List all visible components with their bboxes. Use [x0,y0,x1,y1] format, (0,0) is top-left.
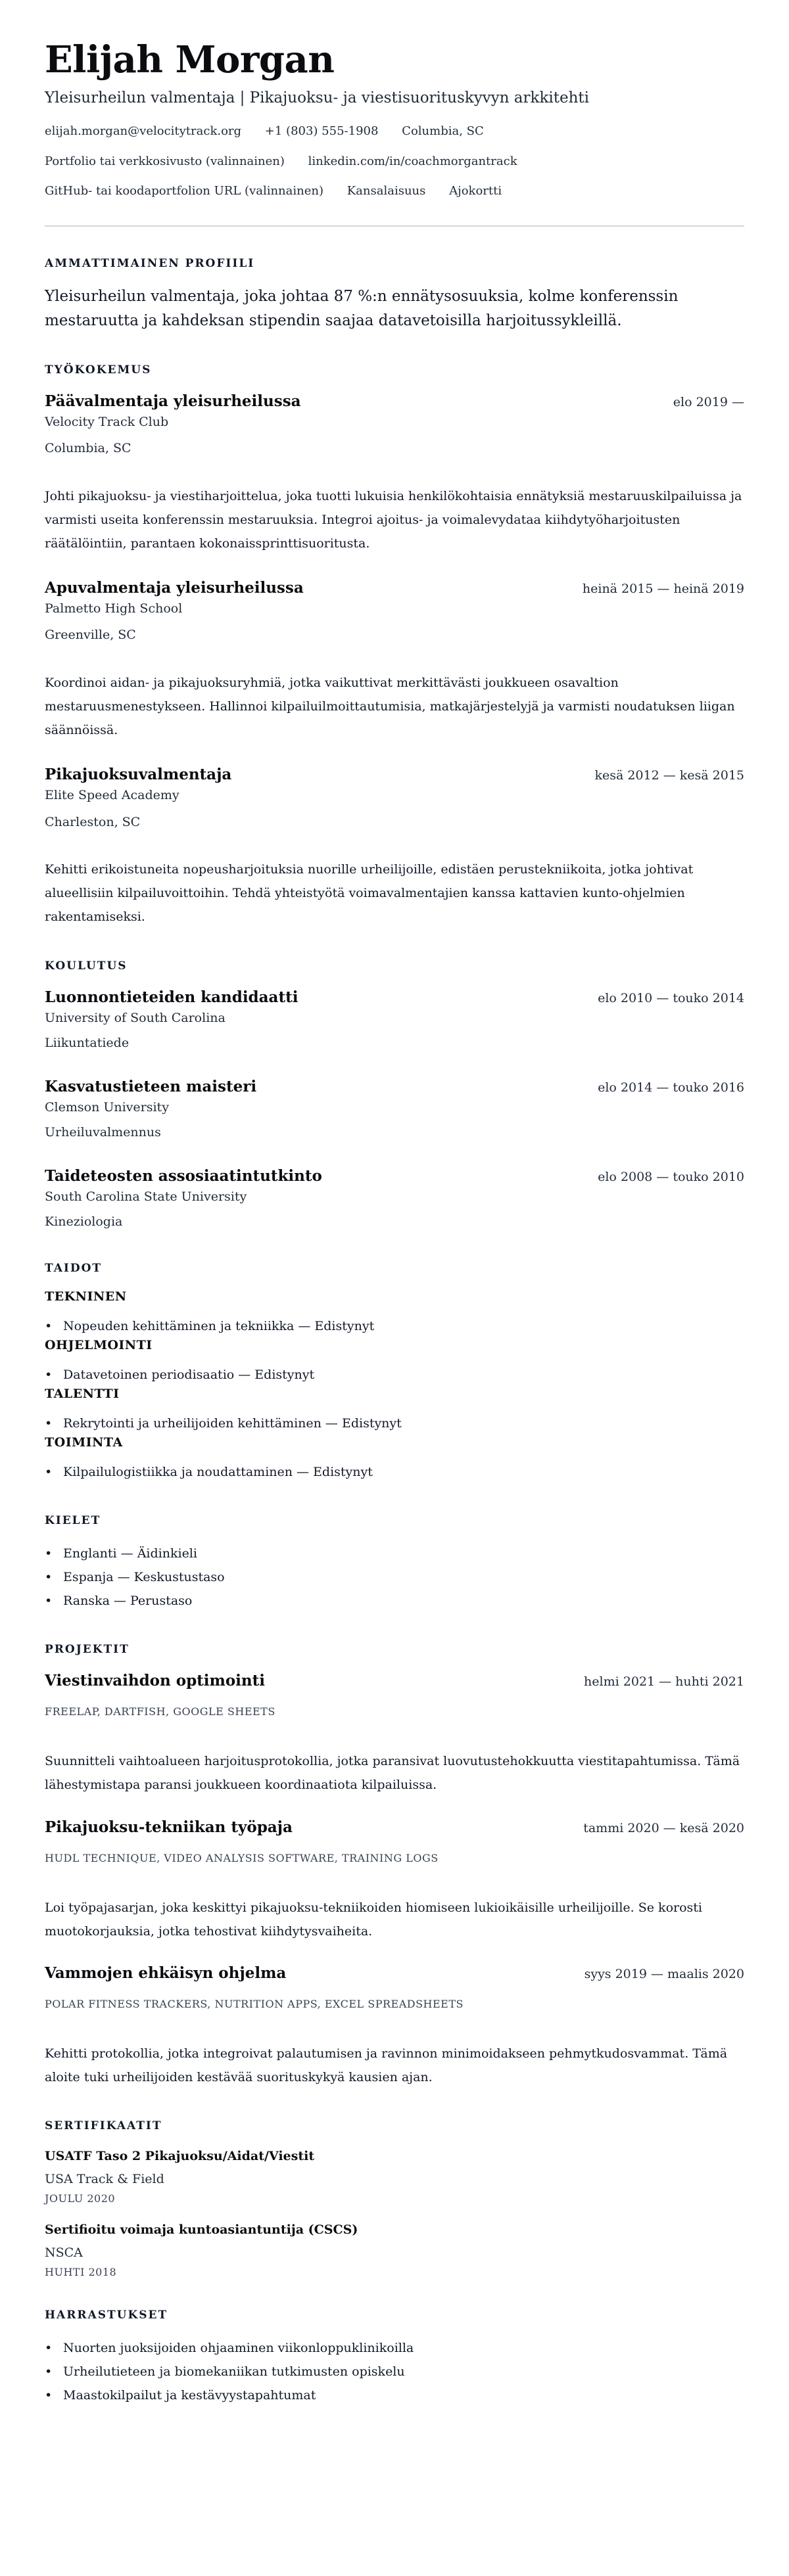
job-dates: heinä 2015 — heinä 2019 [582,581,744,596]
candidate-headline: Yleisurheilun valmentaja | Pikajuoksu- ja viestisuorituskyvyn arkkitehti [45,89,589,107]
section-title-projects: PROJEKTIT [45,1643,130,1657]
section-title-skills: TAIDOT [45,1261,103,1275]
project-entry [45,1817,744,1943]
contact-location: Columbia, SC [402,124,484,139]
skill-list [45,1412,744,1435]
skill-list [45,1460,744,1484]
job-employer: Velocity Track Club [45,414,169,429]
certification-title: USATF Taso 2 Pikajuoksu/Aidat/Viestit [45,2149,315,2164]
job-title: Pikajuoksuvalmentaja [45,766,232,784]
project-description: Kehitti protokollia, jotka integroivat palautumisen ja ravinnon minimoidakseen pehmytkudosvammat. Tämä aloite tuki urheilijoiden kestävää suorituskykyä kausien ajan. [45,2046,728,2084]
language-item: • Ranska — Perustaso [45,1589,744,1613]
job-employer: Elite Speed Academy [45,788,179,803]
section-title-interests: HARRASTUKSET [45,2309,168,2322]
project-title: Vammojen ehkäisyn ohjelma [45,1964,287,1982]
project-dates: helmi 2021 — huhti 2021 [584,1674,744,1690]
skills-section [45,1262,744,1484]
job-title: Apuvalmentaja yleisurheilussa [45,578,304,597]
school-name: University of South Carolina [45,1010,226,1025]
project-title: Viestinvaihdon optimointi [45,1672,266,1690]
project-description: Loi työpajasarjan, joka keskittyi pikajuoksu-tekniikoiden hiomiseen lukioikäisille urheilijoille. Se korosti muotokorjauksia, jotka tehostivat kiihdytysvaiheita. [45,1900,702,1939]
project-tech-stack: FREELAP, DARTFISH, GOOGLE SHEETS [45,1705,275,1718]
skill-list [45,1314,744,1338]
contact-row-primary [45,123,744,139]
languages-section [45,1514,744,1613]
skill-category-name: TOIMINTA [45,1435,123,1450]
degree-dates: elo 2008 — touko 2010 [598,1169,744,1184]
job-location: Charleston, SC [45,814,141,829]
field-of-study: Urheiluvalmennus [45,1125,161,1140]
contact-citizenship: Kansalaisuus [347,183,426,198]
section-title-experience: TYÖKOKEMUS [45,363,152,377]
job-description: Kehitti erikoistuneita nopeusharjoituksia nuorille urheilijoille, edistäen perustekniikoita, jotka johtivat alueellisiin kilpailuvoittoihin. Tehdä yhteistyötä voimavalmentajien kanssa kattavien kunto-ohjelmien rakentamiseksi. [45,862,694,925]
projects-section [45,1643,744,2089]
education-entry [45,1076,744,1142]
job-location: Columbia, SC [45,441,132,456]
skill-category [45,1289,744,1338]
language-item: • Englanti — Äidinkieli [45,1542,744,1565]
skill-item: • Kilpailulogistiikka ja noudattaminen — Edistynyt [45,1460,744,1484]
skill-item: • Nopeuden kehittäminen ja tekniikka — Edistynyt [45,1314,744,1338]
skill-category [45,1387,744,1435]
profile-section [45,257,744,333]
degree-title: Luonnontieteiden kandidaatti [45,988,299,1006]
job-dates: kesä 2012 — kesä 2015 [594,768,744,783]
job-title: Päävalmentaja yleisurheilussa [45,392,301,410]
experience-section [45,363,744,929]
contact-phone[interactable]: +1 (803) 555-1908 [264,124,379,139]
project-dates: tammi 2020 — kesä 2020 [583,1820,744,1835]
school-name: Clemson University [45,1099,169,1115]
field-of-study: Kineziologia [45,1214,123,1230]
interest-item: • Urheilutieteen ja biomekaniikan tutkimusten opiskelu [45,2360,744,2383]
certification-issuer: USA Track & Field [45,2171,164,2186]
education-section [45,959,744,1231]
job-employer: Palmetto High School [45,601,183,616]
skill-category-name: OHJELMOINTI [45,1337,153,1352]
candidate-name: Elijah Morgan [45,38,335,81]
interest-item: • Maastokilpailut ja kestävyystapahtumat [45,2383,744,2407]
certification-entry [45,2220,744,2278]
certification-date: HUHTI 2018 [45,2266,117,2279]
job-description: Johti pikajuoksu- ja viestiharjoittelua, joka tuotti lukuisia henkilökohtaisia ennätyksiä mestaruuskilpailuissa ja varmisti useita konferenssin mestaruuksia. Integroi ajoitus- ja voimalevydataa kiihdytyöharjoitusten räätälöintiin, parantaen kokonaissprinttisuoritusta. [45,488,742,551]
project-dates: syys 2019 — maalis 2020 [584,1966,744,1981]
project-tech-stack: HUDL TECHNIQUE, VIDEO ANALYSIS SOFTWARE, TRAINING LOGS [45,1851,439,1864]
job-dates: elo 2019 — [673,394,744,409]
contact-drivers-license: Ajokortti [449,183,502,198]
degree-title: Taideteosten assosiaatintutkinto [45,1166,322,1185]
contact-row-extra [45,183,744,199]
job-description: Koordinoi aidan- ja pikajuoksuryhmiä, jotka vaikuttivat merkittävästi joukkueen osavaltion mestaruusmenestykseen. Hallinnoi kilpailuilmoittautumisia, matkajärjestelyjä ja varmisti noudatuksen liigan säännöissä. [45,675,735,738]
project-tech-stack: POLAR FITNESS TRACKERS, NUTRITION APPS, EXCEL SPREADSHEETS [45,1997,464,2010]
section-title-certifications: SERTIFIKAATIT [45,2119,162,2133]
interest-list [45,2336,744,2407]
certification-entry [45,2147,744,2205]
skill-category-name: TALENTTI [45,1386,120,1401]
skill-item: • Rekrytointi ja urheilijoiden kehittäminen — Edistynyt [45,1412,744,1435]
section-title-education: KOULUTUS [45,959,128,973]
degree-dates: elo 2010 — touko 2014 [598,990,744,1005]
contact-email[interactable]: elijah.morgan@velocitytrack.org [45,124,242,139]
project-title: Pikajuoksu-tekniikan työpaja [45,1818,293,1836]
school-name: South Carolina State University [45,1189,247,1204]
profile-summary: Yleisurheilun valmentaja, joka johtaa 87 %:n ennätysosuuksia, kolme konferenssin mestaruutta ja kahdeksan stipendin saajaa datavetoisilla harjoitussykleillä. [45,287,679,329]
project-entry [45,1670,744,1797]
certification-issuer: NSCA [45,2245,83,2260]
skill-item: • Datavetoinen periodisaatio — Edistynyt [45,1363,744,1387]
project-entry [45,1963,744,2089]
interest-item: • Nuorten juoksijoiden ohjaaminen viikonloppuklinikoilla [45,2336,744,2360]
interests-section [45,2309,744,2407]
experience-entry [45,764,744,929]
education-entry [45,987,744,1053]
project-description: Suunnitteli vaihtoalueen harjoitusprotokollia, jotka paransivat luovutustehokkuutta viestitapahtumissa. Tämä lähestymistapa paransi joukkueen koordinaatiota kilpailuissa. [45,1754,740,1793]
degree-title: Kasvatustieteen maisteri [45,1077,257,1095]
language-item: • Espanja — Keskustustaso [45,1565,744,1589]
skill-category [45,1435,744,1484]
experience-entry [45,578,744,742]
section-title-languages: KIELET [45,1514,101,1528]
contact-portfolio[interactable]: Portfolio tai verkkosivusto (valinnainen) [45,154,285,168]
certification-title: Sertifioitu voimaja kuntoasiantuntija (CSCS) [45,2222,358,2238]
certifications-section [45,2119,744,2278]
degree-dates: elo 2014 — touko 2016 [598,1080,744,1095]
skill-category-name: TEKNINEN [45,1289,127,1304]
skill-category [45,1338,744,1387]
contact-linkedin[interactable]: linkedin.com/in/coachmorgantrack [308,154,517,168]
resume-header [45,38,744,199]
education-entry [45,1166,744,1231]
experience-entry [45,391,744,555]
contact-github[interactable]: GitHub- tai koodaportfolion URL (valinnainen) [45,183,323,198]
skill-list [45,1363,744,1387]
section-title-profile: AMMATTIMAINEN PROFIILI [45,256,255,270]
certification-date: JOULU 2020 [45,2192,116,2205]
language-list [45,1542,744,1613]
contact-row-links [45,153,744,170]
job-location: Greenville, SC [45,628,136,643]
field-of-study: Liikuntatiede [45,1036,130,1051]
header-divider [45,225,744,227]
